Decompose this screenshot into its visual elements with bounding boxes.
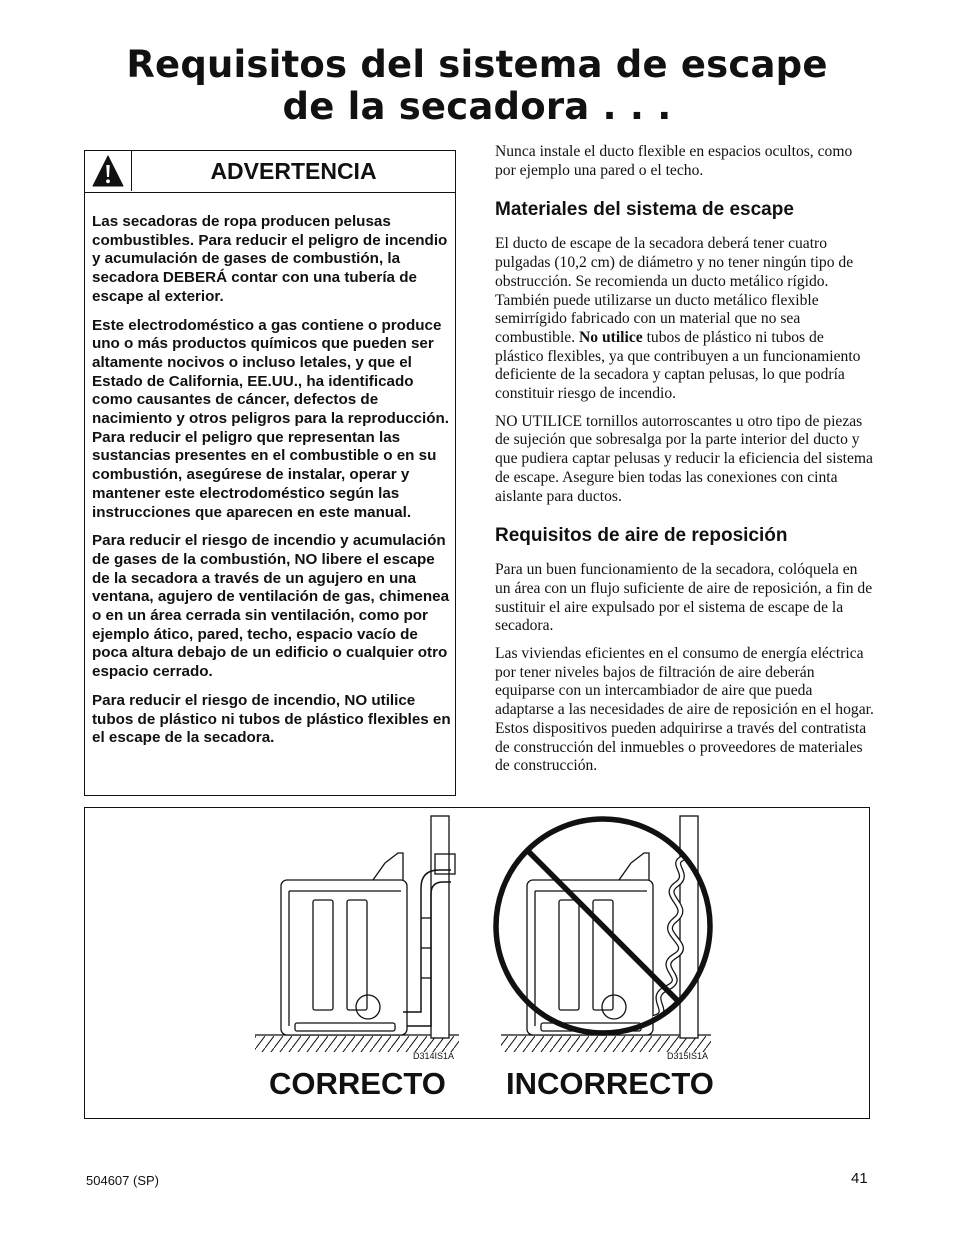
page-title-line2: de la secadora . . . (282, 85, 672, 128)
warning-body (92, 213, 454, 758)
warning-triangle-icon (91, 154, 125, 188)
makeup-air-paragraph-1: Para un buen funcionamiento de la secadora, colóquela en un área con un flujo suficiente de aire de reposición, a fin de sustituir el aire expulsado por el sistema de escape de la secadora. (495, 561, 873, 635)
label-incorrect: INCORRECTO (506, 1066, 714, 1101)
warning-header (85, 151, 455, 193)
dryer-venting-drawing (85, 808, 871, 1120)
label-correct: CORRECTO (269, 1066, 446, 1101)
page-title (0, 44, 954, 128)
warning-box (84, 150, 456, 796)
page-title-line1: Requisitos del sistema de escape (126, 43, 828, 86)
warning-paragraph: Las secadoras de ropa producen pelusas combustibles. Para reducir el peligro de incendio y acumulación de gases de combustión, la secadora DEBERÁ contar con una tubería de escape al exterior. (92, 213, 448, 305)
warning-paragraph: Para reducir el riesgo de incendio y acumulación de gases de la combustión, NO libere el escape de la secadora a través de un agujero en una ventana, agujero de ventilación de gas, chimenea o en un área cerrada sin ventilación, como por ejemplo ático, pared, techo, espacio vacío de poca altura debajo de un edificio o cualquier otro espacio cerrado. (92, 532, 450, 681)
section-heading-materials: Materiales del sistema de escape (495, 199, 794, 221)
materials-bold-text: No utilice (579, 328, 643, 346)
section-heading-makeup-air: Requisitos de aire de reposición (495, 525, 788, 547)
venting-illustration (84, 807, 870, 1119)
materials-text-b: tubos de plástico ni tubos de plástico flexibles, ya que contribuyen a un funcionamiento deficiente de la secadora y captan pelusas, lo que podría constituir riesgo de incendio. (495, 328, 861, 403)
warning-icon-cell (85, 151, 132, 191)
makeup-air-paragraph-2: Las viviendas eficientes en el consumo de energía eléctrica por tener niveles bajos de filtración de aire deberán equiparse con un intercambiador de aire que pueda adaptarse a las necesidades de aire de reposición en el hogar. Estos dispositivos pueden adquirirse a través del contratista de construcción del inmuebles o proveedores de materiales de construcción. (495, 645, 874, 775)
warning-paragraph: Para reducir el riesgo de incendio, NO utilice tubos de plástico ni tubos de plástico flexibles en el escape de la secadora. (92, 691, 451, 747)
figure-code-incorrect: D315IS1A (667, 1051, 709, 1061)
correct-installation-drawing (255, 816, 459, 1052)
right-column (495, 143, 875, 785)
warning-heading: ADVERTENCIA (210, 158, 377, 184)
warning-paragraph: Este electrodoméstico a gas contiene o produce uno o más productos químicos que pueden ser altamente nocivos o incluso letales, y que el Estado de California, EE.UU., ha identificado como causantes de cáncer, defectos de nacimiento y otros peligros para la reproducción. Para reducir el peligro que representan las sustancias presentes en el combustible o en su combustión, asegúrese de instalar, operar y mantener este electrodoméstico según las instrucciones que aparecen en este manual. (92, 316, 449, 521)
intro-paragraph: Nunca instale el ducto flexible en espacios ocultos, como por ejemplo una pared o el techo. (495, 143, 853, 179)
incorrect-installation-drawing (496, 816, 711, 1052)
materials-paragraph-2: NO UTILICE tornillos autorroscantes u otro tipo de piezas de sujeción que sobresalga por la parte interior del ducto y que pudiera captar pelusas y reducir la eficiencia del sistema de escape. Asegure bien todas las conexiones con cinta aislante para ductos. (495, 412, 873, 505)
materials-text-a: El ducto de escape de la secadora deberá tener cuatro pulgadas (10,2 cm) de diámetro y no tener ningún tipo de obstrucción. Se recomienda un ducto metálico rígido. También puede utilizarse un ducto metálico flexible semirrígido fabricado con un material que no sea combustible. (495, 235, 854, 346)
figure-code-correct: D314IS1A (413, 1051, 455, 1061)
document-code: 504607 (SP) (86, 1173, 159, 1188)
page-number: 41 (851, 1170, 868, 1187)
materials-paragraph-1 (495, 235, 875, 403)
